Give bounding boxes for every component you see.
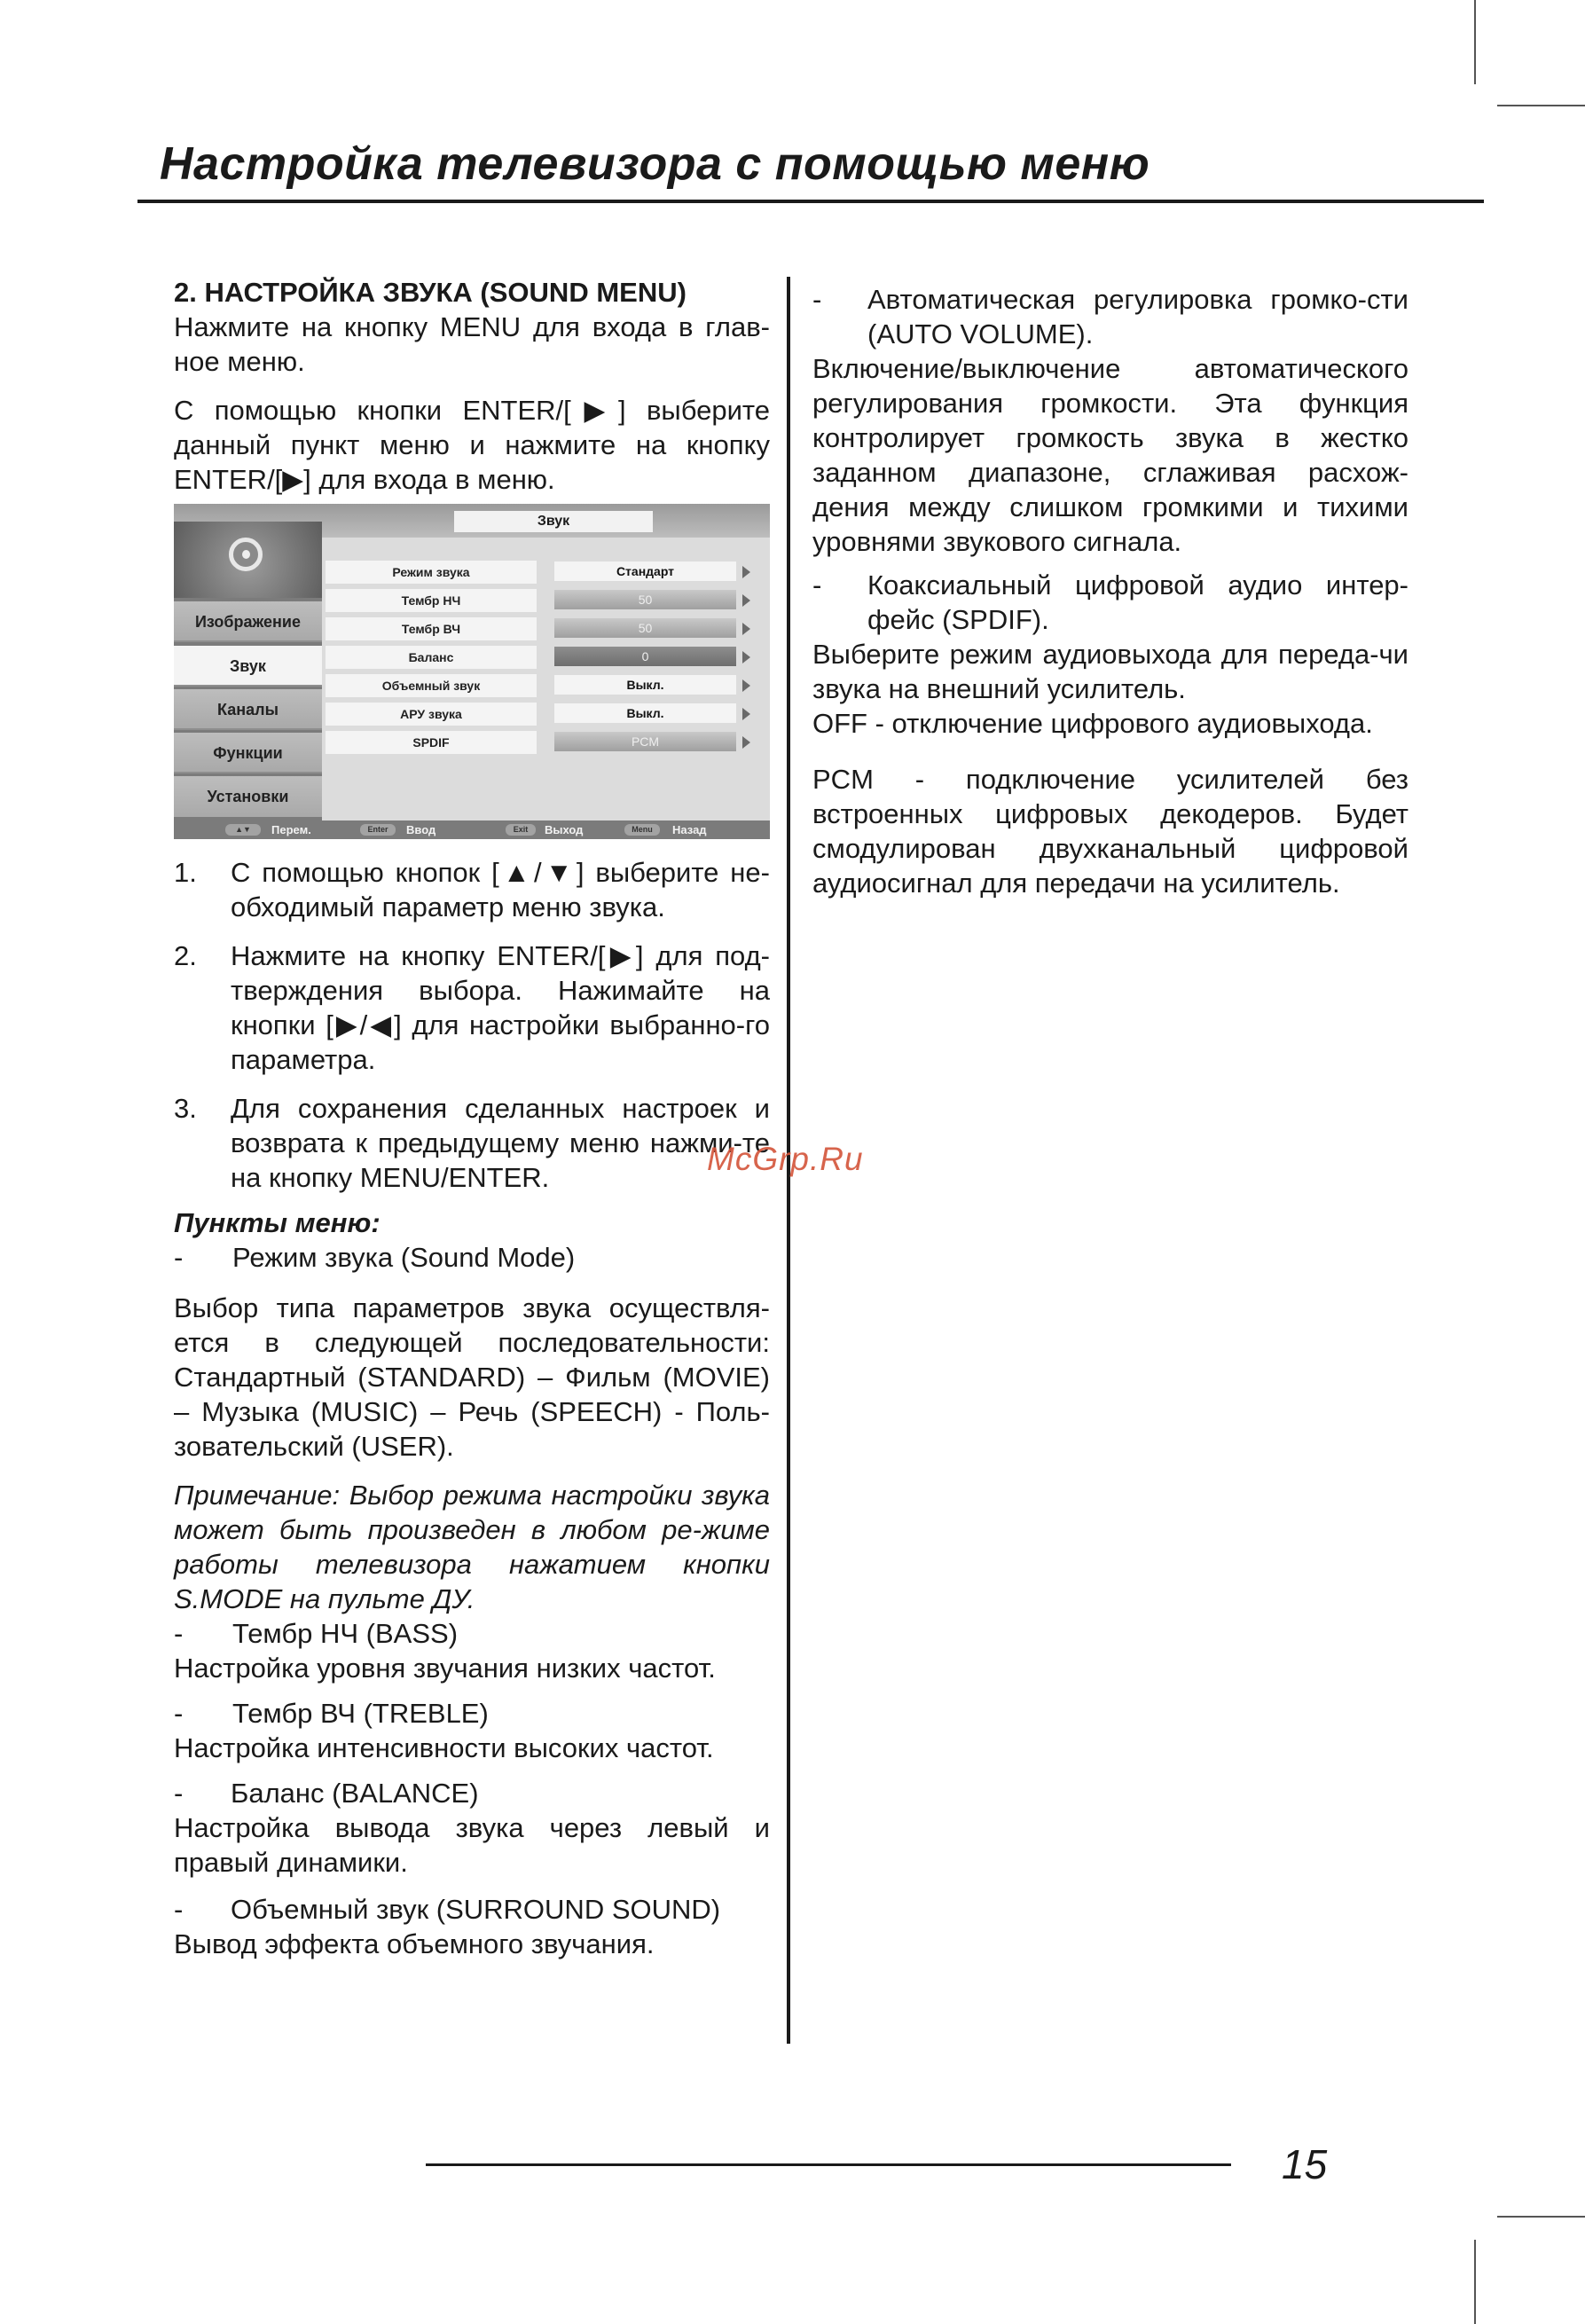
tv-sidebar-item-picture: Изображение bbox=[174, 601, 322, 642]
tv-row-value: Выкл. bbox=[554, 703, 736, 723]
step-text: Для сохранения сделанных настроек и возврата к предыдущему меню нажми-те на кнопку MENU/ENTER. bbox=[231, 1093, 770, 1193]
item-desc-bass: Настройка уровня звучания низких частот. bbox=[174, 1653, 716, 1684]
item-title: Тембр ВЧ (TREBLE) bbox=[232, 1698, 489, 1729]
crop-mark bbox=[1497, 2216, 1585, 2218]
spdif-off-option: OFF - отключение цифрового аудиовыхода. bbox=[812, 708, 1373, 739]
tv-row-value: 0 bbox=[554, 647, 736, 666]
tv-footer-key: Enter bbox=[360, 824, 396, 836]
tv-row-value: Выкл. bbox=[554, 675, 736, 695]
arrow-right-icon bbox=[742, 736, 750, 749]
step-number: 2. bbox=[174, 940, 197, 971]
item-title: Автоматическая регулировка громко-сти (AUTO VOLUME). bbox=[867, 284, 1408, 349]
tv-row-label: АРУ звука bbox=[326, 703, 537, 726]
watermark: McGrp.Ru bbox=[707, 1141, 864, 1177]
bullet: - bbox=[174, 1894, 184, 1925]
tv-row-surround bbox=[322, 671, 770, 698]
speaker-icon-center bbox=[242, 550, 250, 559]
tv-row-label: Тембр ВЧ bbox=[326, 617, 537, 640]
item-title: Объемный звук (SURROUND SOUND) bbox=[231, 1894, 721, 1925]
bullet: - bbox=[174, 1242, 184, 1273]
arrow-right-icon bbox=[742, 566, 750, 578]
arrow-right-icon bbox=[742, 594, 750, 607]
item-desc-sound-mode: Выбор типа параметров звука осуществля-ется в следующей последовательности: Стандартный (STANDARD) – Фильм (MOVIE) – Музыка (MUSIC) – Речь (SPEECH) - Поль-зовательский (USER). bbox=[174, 1292, 770, 1462]
item-title-bass bbox=[174, 1616, 770, 1651]
bullet: - bbox=[174, 1778, 184, 1809]
arrow-right-icon bbox=[742, 651, 750, 663]
tv-menu-logo bbox=[174, 522, 322, 598]
tv-menu-sidebar bbox=[174, 522, 322, 820]
tv-sidebar-item-functions: Функции bbox=[174, 733, 322, 773]
tv-sidebar-item-sound: Звук bbox=[174, 646, 322, 687]
tv-footer-key: ▲▼ bbox=[225, 824, 261, 836]
step-number: 3. bbox=[174, 1093, 197, 1124]
note-paragraph: Примечание: Выбор режима настройки звука может быть произведен в любом ре-жиме работы телевизора нажатием кнопки S.MODE на пульте ДУ. bbox=[174, 1480, 770, 1614]
tv-row-value: 50 bbox=[554, 618, 736, 638]
tv-row-auto-volume bbox=[322, 700, 770, 726]
arrow-right-icon bbox=[742, 679, 750, 692]
tv-row-label: Режим звука bbox=[326, 561, 537, 584]
footer-rule bbox=[426, 2163, 1231, 2166]
item-title: Тембр НЧ (BASS) bbox=[232, 1618, 459, 1649]
intro-paragraph: С помощью кнопки ENTER/[▶] выберите данный пункт меню и нажмите на кнопку ENTER/[▶] для входа в меню. bbox=[174, 395, 770, 495]
menu-items-heading: Пункты меню: bbox=[174, 1207, 381, 1238]
bullet: - bbox=[174, 1698, 184, 1729]
tv-footer-key: Menu bbox=[624, 824, 660, 836]
item-title: Коаксиальный цифровой аудио интер-фейс (SPDIF). bbox=[867, 569, 1408, 635]
arrow-right-icon bbox=[742, 623, 750, 635]
tv-menu-footer bbox=[174, 820, 770, 839]
tv-row-bass bbox=[322, 586, 770, 613]
tv-sidebar-item-setup: Установки bbox=[174, 776, 322, 817]
item-desc-auto-volume: Включение/выключение автоматического регулирования громкости. Эта функция контролирует громкость звука в жестко заданном диапазоне, сглаживая расхож-дения между слишком громкими и тихими уровнями звукового сигнала. bbox=[812, 353, 1408, 557]
tv-menu-title: Звук bbox=[454, 511, 653, 532]
list-item bbox=[174, 1091, 770, 1195]
item-desc-balance: Настройка вывода звука через левый и правый динамики. bbox=[174, 1812, 770, 1878]
arrow-right-icon bbox=[742, 708, 750, 720]
tv-row-label: Объемный звук bbox=[326, 674, 537, 697]
tv-row-label: Тембр НЧ bbox=[326, 589, 537, 612]
tv-row-value: PCM bbox=[554, 732, 736, 751]
item-desc-treble: Настройка интенсивности высоких частот. bbox=[174, 1732, 714, 1763]
bullet: - bbox=[812, 569, 822, 601]
item-title-surround bbox=[174, 1892, 770, 1927]
item-title-treble bbox=[174, 1696, 770, 1731]
tv-footer-label: Перем. bbox=[271, 823, 311, 836]
tv-row-label: SPDIF bbox=[326, 731, 537, 754]
crop-mark bbox=[1474, 2240, 1476, 2324]
bullet: - bbox=[174, 1618, 184, 1649]
step-text: Нажмите на кнопку ENTER/[▶] для под-тверждения выбора. Нажимайте на кнопки [▶/◀] для настройки выбранно-го параметра. bbox=[231, 940, 770, 1075]
item-title-auto-volume bbox=[812, 282, 1408, 351]
list-item bbox=[174, 938, 770, 1077]
step-number: 1. bbox=[174, 857, 197, 888]
tv-sidebar-item-channels: Каналы bbox=[174, 689, 322, 730]
item-desc-spdif: Выберите режим аудиовыхода для переда-чи звука на внешний усилитель. bbox=[812, 639, 1408, 704]
page-title: Настройка телевизора с помощью меню bbox=[160, 138, 1150, 190]
tv-row-treble bbox=[322, 615, 770, 641]
item-title: Баланс (BALANCE) bbox=[231, 1778, 479, 1809]
tv-row-value: 50 bbox=[554, 590, 736, 609]
tv-row-balance bbox=[322, 643, 770, 670]
bullet: - bbox=[812, 284, 822, 315]
tv-footer-key: Exit bbox=[506, 824, 536, 836]
tv-footer-label: Назад bbox=[672, 823, 707, 836]
list-item bbox=[174, 855, 770, 924]
tv-row-value: Стандарт bbox=[554, 561, 736, 581]
item-title: Режим звука (Sound Mode) bbox=[232, 1242, 576, 1273]
item-title-sound-mode bbox=[174, 1240, 770, 1275]
item-title-spdif bbox=[812, 568, 1408, 637]
section-heading: 2. НАСТРОЙКА ЗВУКА (SOUND MENU) bbox=[174, 277, 687, 308]
steps-list bbox=[174, 855, 770, 1195]
item-desc-surround: Вывод эффекта объемного звучания. bbox=[174, 1928, 655, 1959]
tv-footer-label: Ввод bbox=[406, 823, 436, 836]
spdif-pcm-option: PCM - подключение усилителей без встроенных цифровых декодеров. Будет смодулирован двухканальный цифровой аудиосигнал для передачи на усилитель. bbox=[812, 764, 1408, 899]
intro-paragraph: Нажмите на кнопку MENU для входа в глав-ное меню. bbox=[174, 311, 770, 377]
crop-mark bbox=[1497, 105, 1585, 106]
tv-menu-settings-panel bbox=[322, 538, 770, 820]
tv-row-sound-mode bbox=[322, 558, 770, 585]
step-text: С помощью кнопок [▲/▼] выберите не-обходимый параметр меню звука. bbox=[231, 857, 770, 923]
page-number: 15 bbox=[1282, 2141, 1328, 2187]
left-column bbox=[174, 275, 770, 1961]
tv-footer-label: Выход bbox=[545, 823, 584, 836]
tv-sound-menu-screenshot bbox=[174, 504, 770, 839]
crop-mark bbox=[1474, 0, 1476, 84]
right-column bbox=[812, 282, 1408, 900]
tv-row-spdif bbox=[322, 728, 770, 755]
item-title-balance bbox=[174, 1776, 770, 1810]
title-rule bbox=[137, 200, 1484, 203]
tv-row-label: Баланс bbox=[326, 646, 537, 669]
